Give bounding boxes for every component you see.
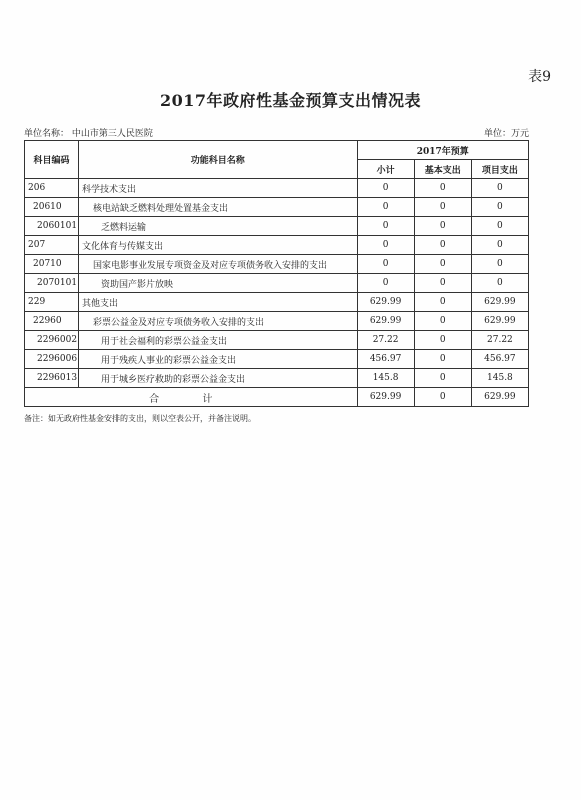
cell-name: 其他支出 xyxy=(79,293,357,312)
header-subtotal: 小计 xyxy=(357,160,414,179)
unit-name: 单位名称： 中山市第三人民医院 xyxy=(24,129,153,139)
cell-name: 资助国产影片放映 xyxy=(79,274,357,293)
total-project: 629.99 xyxy=(471,388,528,407)
cell-name: 彩票公益金及对应专项债务收入安排的支出 xyxy=(79,312,357,331)
cell-code: 2296006 xyxy=(25,350,79,369)
cell-subtotal: 456.97 xyxy=(357,350,414,369)
cell-code: 229 xyxy=(25,293,79,312)
cell-name: 国家电影事业发展专项资金及对应专项债务收入安排的支出 xyxy=(79,255,357,274)
cell-subtotal: 0 xyxy=(357,179,414,198)
table-row xyxy=(25,198,529,217)
table-row xyxy=(25,331,529,350)
cell-basic: 0 xyxy=(414,255,471,274)
cell-subtotal: 0 xyxy=(357,255,414,274)
unit-label: 单位：万元 xyxy=(483,129,529,139)
cell-name: 核电站缺乏燃料处理处置基金支出 xyxy=(79,198,357,217)
table-row xyxy=(25,312,529,331)
cell-code: 207 xyxy=(25,236,79,255)
cell-subtotal: 629.99 xyxy=(357,293,414,312)
cell-code: 2296002 xyxy=(25,331,79,350)
cell-code: 22960 xyxy=(25,312,79,331)
table-row xyxy=(25,350,529,369)
header-code: 科目编码 xyxy=(25,141,79,179)
header-name: 功能科目名称 xyxy=(79,141,357,179)
cell-code: 20710 xyxy=(25,255,79,274)
cell-subtotal: 0 xyxy=(357,198,414,217)
cell-code: 20610 xyxy=(25,198,79,217)
cell-name: 用于社会福利的彩票公益金支出 xyxy=(79,331,357,350)
cell-basic: 0 xyxy=(414,312,471,331)
cell-basic: 0 xyxy=(414,179,471,198)
cell-project: 0 xyxy=(471,217,528,236)
cell-name: 乏燃料运输 xyxy=(79,217,357,236)
cell-subtotal: 629.99 xyxy=(357,312,414,331)
cell-subtotal: 0 xyxy=(357,217,414,236)
cell-project: 145.8 xyxy=(471,369,528,388)
cell-basic: 0 xyxy=(414,236,471,255)
cell-basic: 0 xyxy=(414,274,471,293)
cell-code: 2070101 xyxy=(25,274,79,293)
header-basic: 基本支出 xyxy=(414,160,471,179)
cell-project: 0 xyxy=(471,274,528,293)
total-subtotal: 629.99 xyxy=(357,388,414,407)
cell-basic: 0 xyxy=(414,217,471,236)
page-title: 2017年政府性基金预算支出情况表 xyxy=(159,91,422,110)
header-project: 项目支出 xyxy=(471,160,528,179)
cell-basic: 0 xyxy=(414,198,471,217)
cell-subtotal: 145.8 xyxy=(357,369,414,388)
cell-subtotal: 0 xyxy=(357,274,414,293)
cell-basic: 0 xyxy=(414,369,471,388)
table-row xyxy=(25,369,529,388)
cell-subtotal: 0 xyxy=(357,236,414,255)
cell-project: 0 xyxy=(471,255,528,274)
cell-project: 629.99 xyxy=(471,293,528,312)
cell-name: 用于城乡医疗救助的彩票公益金支出 xyxy=(79,369,357,388)
cell-project: 27.22 xyxy=(471,331,528,350)
cell-basic: 0 xyxy=(414,350,471,369)
cell-basic: 0 xyxy=(414,331,471,350)
footnote: 备注：如无政府性基金安排的支出，则以空表公开，并备注说明。 xyxy=(24,414,256,423)
cell-name: 用于残疾人事业的彩票公益金支出 xyxy=(79,350,357,369)
table-row xyxy=(25,255,529,274)
cell-name: 文化体育与传媒支出 xyxy=(79,236,357,255)
cell-basic: 0 xyxy=(414,293,471,312)
table-number: 表9 xyxy=(528,69,551,85)
cell-code: 2296013 xyxy=(25,369,79,388)
table-row xyxy=(25,274,529,293)
cell-project: 629.99 xyxy=(471,312,528,331)
table-row xyxy=(25,179,529,198)
total-basic: 0 xyxy=(414,388,471,407)
total-row xyxy=(25,388,529,407)
unit-line xyxy=(24,126,529,139)
cell-code: 2060101 xyxy=(25,217,79,236)
table-row xyxy=(25,293,529,312)
cell-project: 0 xyxy=(471,198,528,217)
cell-project: 0 xyxy=(471,236,528,255)
header-budget-group: 2017年预算 xyxy=(357,141,528,160)
budget-table xyxy=(24,140,529,407)
table-row xyxy=(25,236,529,255)
cell-code: 206 xyxy=(25,179,79,198)
table-row xyxy=(25,217,529,236)
total-label: 合 计 xyxy=(25,388,358,407)
cell-project: 0 xyxy=(471,179,528,198)
cell-subtotal: 27.22 xyxy=(357,331,414,350)
cell-project: 456.97 xyxy=(471,350,528,369)
cell-name: 科学技术支出 xyxy=(79,179,357,198)
